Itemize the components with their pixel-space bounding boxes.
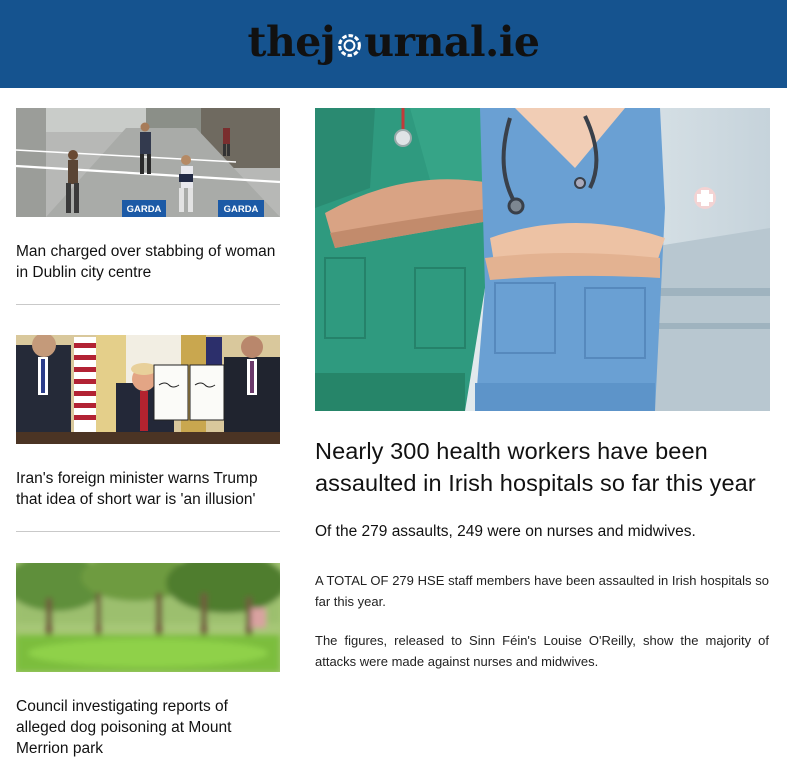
sidebar-article-3[interactable] (16, 563, 280, 763)
logo-text-start: the (247, 17, 321, 66)
article-thumbnail-oval-office (16, 335, 280, 444)
logo-text-end: urnal.ie (364, 17, 540, 66)
logo-swirl-icon (336, 32, 363, 59)
article-thumbnail-garda-scene (16, 108, 280, 217)
main-article-paragraph-2: The figures, released to Sinn Féin's Louise O'Reilly, show the majority of attacks were made against nurses and midwives. (315, 633, 769, 669)
main-article-paragraph-1: A TOTAL OF 279 HSE staff members have been assaulted in Irish hospitals so far this year. (315, 573, 769, 609)
site-header (0, 0, 787, 88)
main-article-standfirst: Of the 279 assaults, 249 were on nurses and midwives. (315, 523, 696, 540)
sidebar-article-2[interactable] (16, 335, 280, 515)
divider (16, 304, 280, 305)
garda-badge-1: GARDA (126, 204, 162, 215)
sidebar-article-title: Man charged over stabbing of woman in Dublin city centre (16, 243, 276, 281)
sidebar-article-title: Iran's foreign minister warns Trump that idea of short war is 'an illusion' (16, 470, 258, 508)
divider (16, 531, 280, 532)
main-article-title[interactable]: Nearly 300 health workers have been assaulted in Irish hospitals so far this year (315, 438, 756, 496)
site-logo[interactable] (247, 17, 540, 66)
article-thumbnail-park (16, 563, 280, 672)
main-article-image-health-workers (315, 108, 770, 411)
us-flag-shape (74, 337, 96, 432)
garda-badge-2: GARDA (223, 204, 259, 215)
sidebar-article-title: Council investigating reports of alleged dog poisoning at Mount Merrion park (16, 698, 232, 757)
logo-j: j (320, 17, 336, 66)
sidebar-article-1[interactable] (16, 108, 280, 288)
